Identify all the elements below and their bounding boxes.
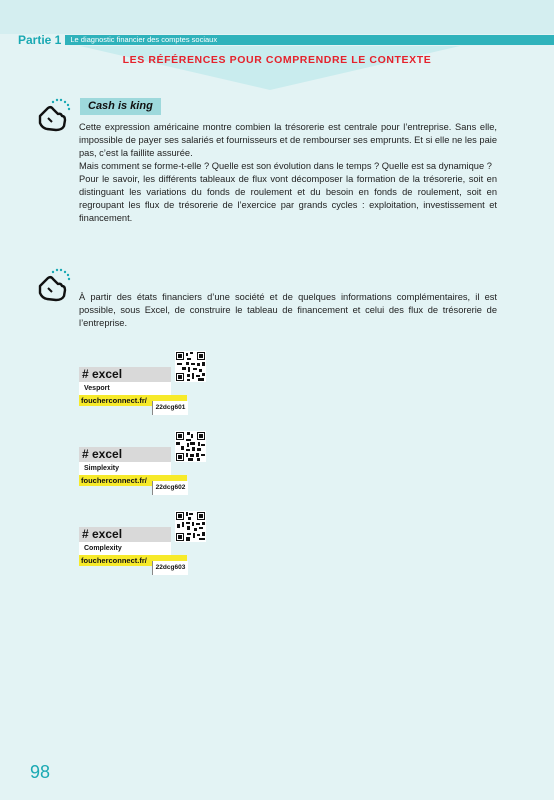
pointing-hand-icon <box>34 266 74 302</box>
block2-text <box>79 291 497 330</box>
partie-label: Partie 1 <box>18 33 62 47</box>
excel-code[interactable]: 22dcg601 <box>152 401 188 415</box>
title-triangle-decoration <box>80 46 460 90</box>
excel-url[interactable]: foucherconnect.fr/ <box>79 475 187 486</box>
section-title: LES RÉFÉRENCES POUR COMPRENDRE LE CONTEXTE <box>122 54 432 66</box>
qr-code-icon[interactable] <box>175 511 206 542</box>
excel-url[interactable]: foucherconnect.fr/ <box>79 395 187 406</box>
excel-code[interactable]: 22dcg603 <box>152 561 188 575</box>
pointing-hand-icon <box>34 96 74 132</box>
running-header <box>18 34 554 46</box>
paragraph: Mais comment se forme-t-elle ? Quelle est son évolution dans le temps ? Quelle est sa dynamique ? <box>79 161 492 171</box>
top-strip <box>0 0 554 34</box>
excel-resource-link[interactable] <box>79 511 211 571</box>
excel-resource-link[interactable] <box>79 351 211 411</box>
excel-resource-link[interactable] <box>79 431 211 491</box>
paragraph: Pour le savoir, les différents tableaux de flux vont décomposer la formation de la trésorerie, soit en distinguant les variations du fonds de roulement et du besoin en fonds de roulement, soit en regroupant les flux de trésorerie de l’exercice par grands cycles : exploitation, investissement et financement. <box>79 174 497 223</box>
excel-code[interactable]: 22dcg602 <box>152 481 188 495</box>
excel-file-name: Vesport <box>79 382 171 395</box>
block-title: Cash is king <box>80 98 161 115</box>
chapter-title: Le diagnostic financier des comptes sociaux <box>65 35 554 45</box>
page-number: 98 <box>30 762 51 782</box>
excel-file-name: Complexity <box>79 542 171 555</box>
qr-code-icon[interactable] <box>175 431 206 462</box>
excel-tag: # excel <box>79 367 171 382</box>
excel-tag: # excel <box>79 527 171 542</box>
excel-tag: # excel <box>79 447 171 462</box>
paragraph: À partir des états financiers d’une société et de quelques informations complémentaires, il est possible, sous Excel, de construire le tableau de financement et celui des flux de trésorerie de l’entreprise. <box>79 292 497 328</box>
excel-file-name: Simplexity <box>79 462 171 475</box>
block1-text <box>79 121 497 225</box>
paragraph: Cette expression américaine montre combien la trésorerie est centrale pour l’entreprise. Sans elle, impossible de payer ses salariés et fournisseurs et de rembourser ses emprunts. Et si elle ne les paie pas, c’est la faillite assurée. <box>79 122 497 158</box>
qr-code-icon[interactable] <box>175 351 206 382</box>
excel-url[interactable]: foucherconnect.fr/ <box>79 555 187 566</box>
